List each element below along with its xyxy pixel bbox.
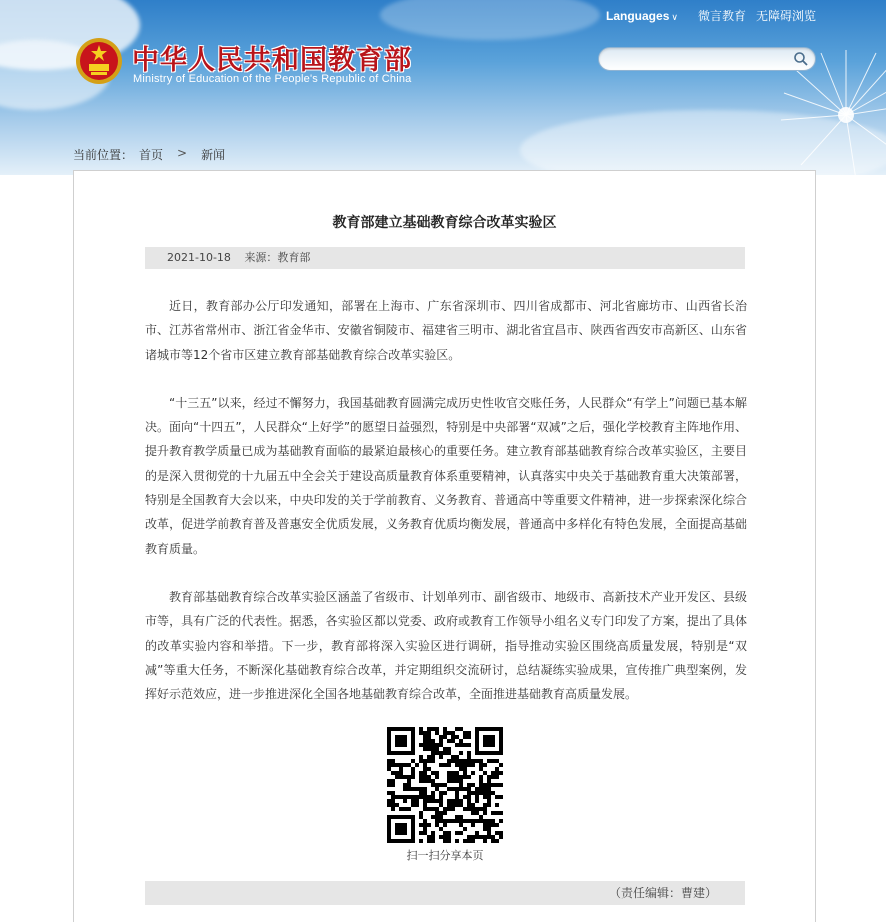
article-meta	[145, 247, 745, 269]
national-emblem-icon	[74, 36, 124, 86]
chevron-down-icon: ∨	[671, 12, 678, 23]
breadcrumb-news[interactable]: 新闻	[201, 148, 226, 162]
qr-share	[387, 727, 503, 863]
article-paragraph: 近日，教育部办公厅印发通知，部署在上海市、广东省深圳市、四川省成都市、河北省廊坊市、山西省长治市、江苏省常州市、浙江省金华市、安徽省铜陵市、福建省三明市、湖北省宜昌市、陕西省西安市高新区、山东省诸城市等12个省市区建立教育部基础教育综合改革实验区。	[145, 299, 747, 362]
qr-caption: 扫一扫分享本页	[406, 849, 484, 862]
article-date: 2021-10-18	[167, 251, 231, 264]
cloud-decoration	[380, 0, 600, 40]
top-links	[606, 7, 816, 24]
languages-menu[interactable]	[606, 9, 678, 23]
search-input[interactable]	[609, 48, 799, 70]
article-paragraph: “十三五”以来，经过不懈努力，我国基础教育圆满完成历史性收官交账任务，人民群众“有学上”问题已基本解决。面向“十四五”，人民群众“上好学”的愿望日益强烈，特别是中央部署“双减”之后，强化学校教育主阵地作用、提升教育教学质量已成为基础教育面临的最紧迫最核心的重要任务。建立教育部基础教育综合改革实验区，主要目的是深入贯彻党的十九届五中全会关于建设高质量教育体系重要精神，认真落实中央关于基础教育重大决策部署，特别是全国教育大会以来，中央印发的关于学前教育、义务教育、普通高中等重要文件精神，进一步探索深化综合改革，促进学前教育普及普惠安全优质发展，义务教育优质均衡发展，普通高中多样化有特色发展，全面提高基础教育质量。	[145, 395, 747, 556]
breadcrumb-prefix: 当前位置：	[73, 148, 134, 162]
chevron-right-icon: >	[177, 146, 188, 160]
article-container	[73, 170, 816, 922]
article-body	[145, 294, 747, 730]
site-name-cn[interactable]: 中华人民共和国教育部	[132, 45, 412, 76]
article-paragraph: 教育部基础教育综合改革实验区涵盖了省级市、计划单列市、副省级市、地级市、高新技术产业开发区、县级市等，具有广泛的代表性。据悉，各实验区都以党委、政府或教育工作领导小组名义专门印发了方案，提出了具体的改革实验内容和举措。下一步，教育部将深入实验区进行调研，指导推动实验区围绕高质量发展，特别是“双减”等重大任务，不断深化基础教育综合改革，并定期组织交流研讨，总结凝练实验成果，宣传推广典型案例，发挥好示范效应，进一步推进深化全国各地基础教育综合改革，全面推进基础教育高质量发展。	[145, 589, 747, 702]
languages-label: Languages	[606, 8, 670, 23]
site-name-en: Ministry of Education of the People's Republic of China	[133, 73, 412, 85]
search-box	[598, 47, 816, 71]
article-title: 教育部建立基础教育综合改革实验区	[332, 215, 557, 231]
search-icon[interactable]	[793, 51, 809, 67]
weibo-link[interactable]: 微言教育	[697, 9, 746, 23]
editor-credit: （责任编辑：曹建）	[145, 881, 745, 905]
accessibility-link[interactable]: 无障碍浏览	[755, 9, 816, 23]
qr-code-icon	[387, 727, 503, 843]
breadcrumb-home[interactable]: 首页	[139, 148, 164, 162]
article-source: 来源：教育部	[244, 251, 311, 264]
breadcrumb	[73, 146, 225, 163]
